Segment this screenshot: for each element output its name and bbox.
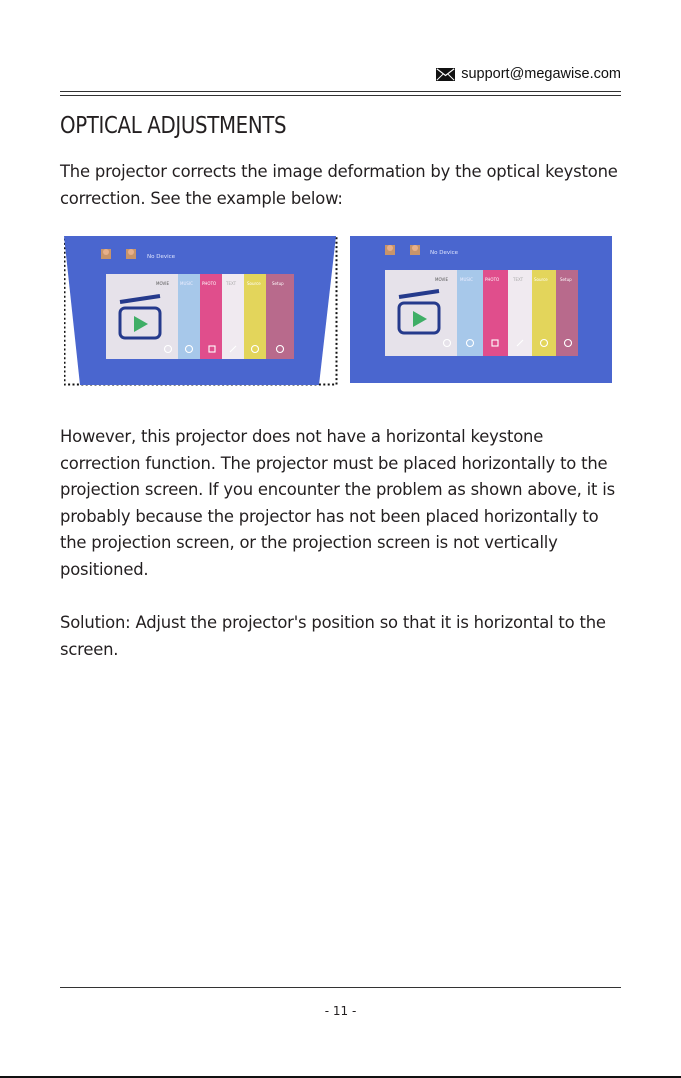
- menu-tab-movie: MOVIE: [435, 277, 448, 282]
- page-number: - 11 -: [324, 1004, 357, 1018]
- footer-rule: [60, 987, 621, 988]
- user-avatar: [126, 249, 136, 259]
- device-label: No Device: [430, 250, 459, 256]
- menu-tab-music: MUSIC: [180, 281, 193, 286]
- header-rule-thin: [60, 95, 621, 96]
- support-email[interactable]: support@megawise.com: [461, 66, 621, 82]
- header-contact: [436, 66, 621, 82]
- menu-tab-photo: PHOTO: [485, 277, 500, 282]
- section-title: OPTICAL ADJUSTMENTS: [60, 113, 287, 139]
- explanation-paragraph: However, this projector does not have a horizontal keystone correction function. The projector must be placed horizontally to the projection screen. If you encounter the problem as shown above, it is probably because the projector has not been placed horizontally to the projection screen, or the projection screen is not vertically positioned.: [60, 427, 615, 579]
- header-rule: [60, 91, 621, 92]
- device-label: No Device: [147, 254, 176, 260]
- menu-tab-setup: Setup: [272, 281, 284, 286]
- menu-tab-movie: MOVIE: [156, 281, 169, 286]
- menu-tab-setup: Setup: [560, 277, 572, 282]
- intro-paragraph: The projector corrects the image deformation by the optical keystone correction. See the example below:: [60, 162, 618, 208]
- menu-tab-source: Source: [247, 281, 261, 286]
- menu-tab-photo: PHOTO: [202, 281, 217, 286]
- envelope-icon: [436, 68, 455, 81]
- user-avatar: [101, 249, 111, 259]
- keystone-distorted-example-image: [64, 236, 338, 386]
- user-avatar: [385, 245, 395, 255]
- menu-tab-text: TEXT: [226, 281, 237, 286]
- corrected-projection-example-image: [350, 236, 612, 383]
- menu-tab-music: MUSIC: [460, 277, 473, 282]
- menu-tab-text: TEXT: [513, 277, 524, 282]
- menu-tab-source: Source: [534, 277, 548, 282]
- solution-paragraph: Solution: Adjust the projector's position so that it is horizontal to the screen.: [60, 613, 606, 659]
- user-avatar: [410, 245, 420, 255]
